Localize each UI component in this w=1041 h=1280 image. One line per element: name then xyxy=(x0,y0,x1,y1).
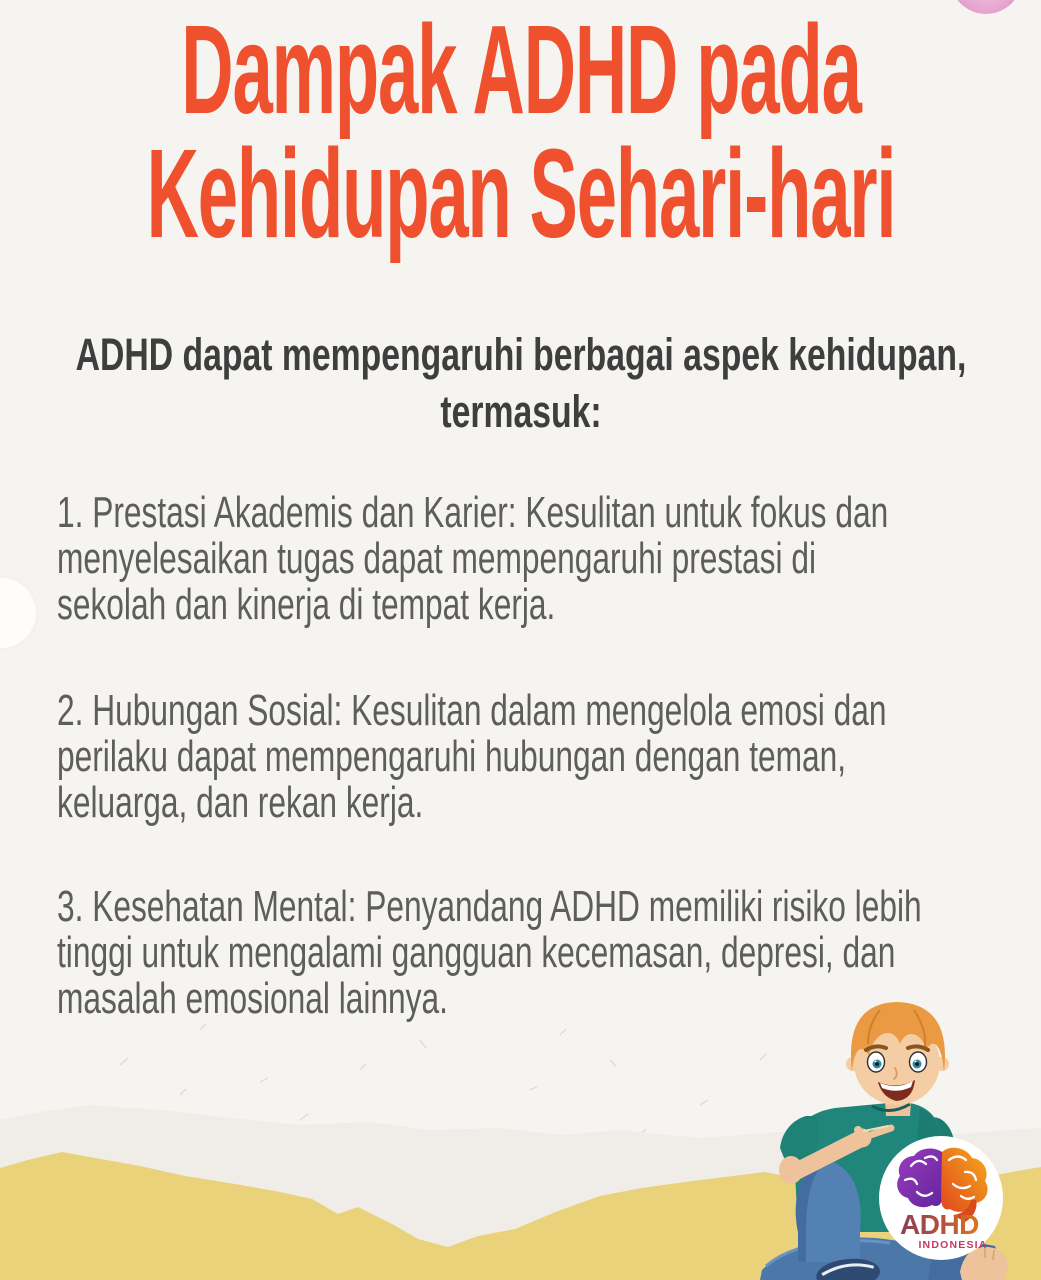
poster-title-line-1: Dampak ADHD pada xyxy=(180,0,861,140)
intro-line-2: termasuk: xyxy=(439,386,602,437)
item3-line-1: 3. Kesehatan Mental: Penyandang ADHD memiliki risiko lebih xyxy=(57,882,922,931)
logo-wordmark: ADHD xyxy=(900,1209,979,1240)
boy-thumb xyxy=(854,1126,862,1134)
item3-line-2: tinggi untuk mengalami gangguan kecemasan, depresi, dan xyxy=(57,928,896,977)
item1-line-2: menyelesaikan tugas dapat mempengaruhi prestasi di xyxy=(57,534,817,583)
poster-title-line-2: Kehidupan Sehari-hari xyxy=(146,123,895,264)
left-edge-sticker-arc xyxy=(0,578,36,648)
pink-circle-decoration xyxy=(950,0,1022,14)
item2-line-2: perilaku dapat mempengaruhi hubungan dengan teman, xyxy=(57,732,847,781)
item2-line-3: keluarga, dan rekan kerja. xyxy=(57,778,424,827)
intro-line-1: ADHD dapat mempengaruhi berbagai aspek kehidupan, xyxy=(75,329,966,380)
item1-line-1: 1. Prestasi Akademis dan Karier: Kesulitan untuk fokus dan xyxy=(57,488,889,537)
adhd-indonesia-logo xyxy=(877,1134,1005,1262)
item1-line-3: sekolah dan kinerja di tempat kerja. xyxy=(57,580,556,629)
logo-subtext: INDONESIA xyxy=(918,1239,988,1251)
item3-line-3: masalah emosional lainnya. xyxy=(57,974,448,1023)
item2-line-1: 2. Hubungan Sosial: Kesulitan dalam mengelola emosi dan xyxy=(57,686,887,735)
